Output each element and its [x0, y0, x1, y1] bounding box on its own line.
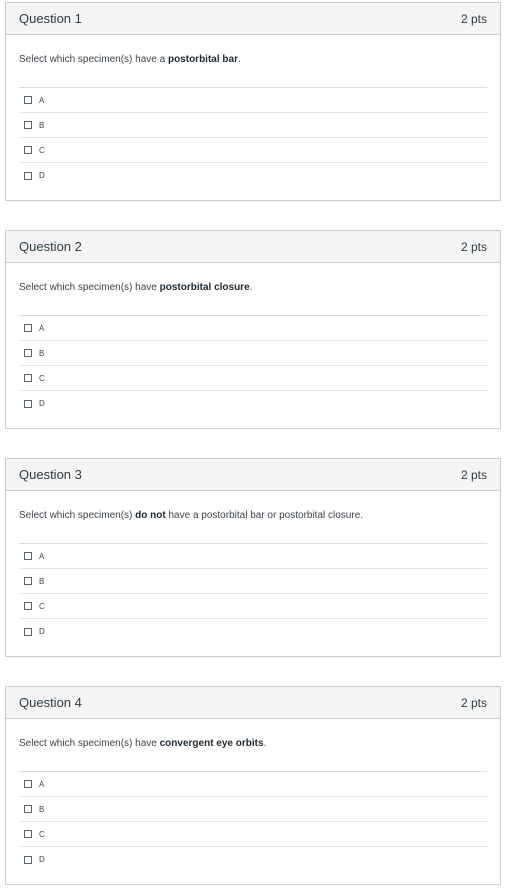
checkbox[interactable]: [24, 96, 32, 104]
checkbox[interactable]: [24, 349, 32, 357]
answer-option-b[interactable]: [19, 341, 487, 366]
answer-option-b[interactable]: [19, 797, 487, 822]
checkbox[interactable]: [24, 146, 32, 154]
checkbox[interactable]: [24, 856, 32, 864]
checkbox[interactable]: [24, 577, 32, 585]
checkbox[interactable]: [24, 172, 32, 180]
answer-option-c[interactable]: [19, 594, 487, 619]
checkbox[interactable]: [24, 805, 32, 813]
answer-label: A: [39, 779, 45, 789]
checkbox[interactable]: [24, 602, 32, 610]
answer-option-b[interactable]: [19, 113, 487, 138]
answer-label: C: [39, 373, 45, 383]
question-prompt: [19, 738, 266, 749]
answer-label: A: [39, 95, 45, 105]
answer-label: C: [39, 601, 45, 611]
question-header: [6, 231, 500, 263]
question-card-4: [5, 686, 501, 885]
answer-label: B: [39, 576, 45, 586]
answer-option-c[interactable]: [19, 138, 487, 163]
answer-label: C: [39, 145, 45, 155]
question-points: 2 pts: [460, 695, 487, 710]
answer-option-d[interactable]: [19, 847, 487, 872]
checkbox[interactable]: [24, 121, 32, 129]
answer-list: [19, 87, 487, 188]
question-title: Question 1: [19, 11, 82, 26]
answer-label: D: [39, 627, 45, 636]
answer-label: B: [39, 348, 45, 358]
question-title: Question 4: [19, 695, 82, 710]
question-header: [6, 3, 500, 35]
prompt-text: Select which specimen(s): [19, 510, 136, 521]
answer-option-c[interactable]: [19, 822, 487, 847]
checkbox[interactable]: [24, 400, 32, 408]
answer-option-c[interactable]: [19, 366, 487, 391]
answer-label: B: [39, 120, 45, 130]
question-card-3: [5, 458, 501, 657]
question-card-2: [5, 230, 501, 429]
answer-option-a[interactable]: [19, 772, 487, 797]
prompt-text: Select which specimen(s) have a: [19, 54, 168, 65]
checkbox[interactable]: [24, 374, 32, 382]
prompt-text: .: [237, 54, 241, 65]
answer-option-a[interactable]: [19, 316, 487, 341]
question-prompt: [19, 282, 252, 293]
answer-option-a[interactable]: [19, 544, 487, 569]
answer-list: [19, 315, 487, 416]
answer-option-b[interactable]: [19, 569, 487, 594]
question-header: [6, 687, 500, 719]
prompt-emphasis: convergent eye orbits: [159, 738, 264, 749]
question-title: Question 3: [19, 467, 82, 482]
prompt-text: .: [263, 738, 267, 749]
prompt-emphasis: postorbital bar: [167, 54, 238, 65]
answer-option-d[interactable]: [19, 391, 487, 416]
answer-list: [19, 543, 487, 644]
answer-list: [19, 771, 487, 872]
question-title: Question 2: [19, 239, 82, 254]
question-header: [6, 459, 500, 491]
checkbox[interactable]: [24, 780, 32, 788]
checkbox[interactable]: [24, 324, 32, 332]
question-prompt: [19, 54, 241, 65]
answer-label: A: [39, 323, 45, 333]
prompt-emphasis: postorbital closure: [159, 282, 250, 293]
prompt-text: .: [249, 282, 253, 293]
checkbox[interactable]: [24, 628, 32, 636]
question-points: 2 pts: [460, 11, 487, 26]
prompt-text: Select which specimen(s) have: [19, 738, 160, 749]
answer-label: D: [39, 399, 45, 408]
prompt-text: Select which specimen(s) have: [19, 282, 160, 293]
answer-option-d[interactable]: [19, 163, 487, 188]
answer-label: B: [39, 804, 45, 814]
prompt-emphasis: do not: [135, 510, 166, 521]
question-card-1: [5, 2, 501, 201]
question-prompt: [19, 510, 363, 521]
answer-label: A: [39, 551, 45, 561]
checkbox[interactable]: [24, 830, 32, 838]
answer-label: D: [39, 855, 45, 864]
answer-label: C: [39, 829, 45, 839]
prompt-text: have a postorbital bar or postorbital closure.: [165, 510, 364, 521]
answer-option-a[interactable]: [19, 88, 487, 113]
checkbox[interactable]: [24, 552, 32, 560]
answer-option-d[interactable]: [19, 619, 487, 644]
answer-label: D: [39, 171, 45, 180]
question-points: 2 pts: [460, 239, 487, 254]
question-points: 2 pts: [460, 467, 487, 482]
